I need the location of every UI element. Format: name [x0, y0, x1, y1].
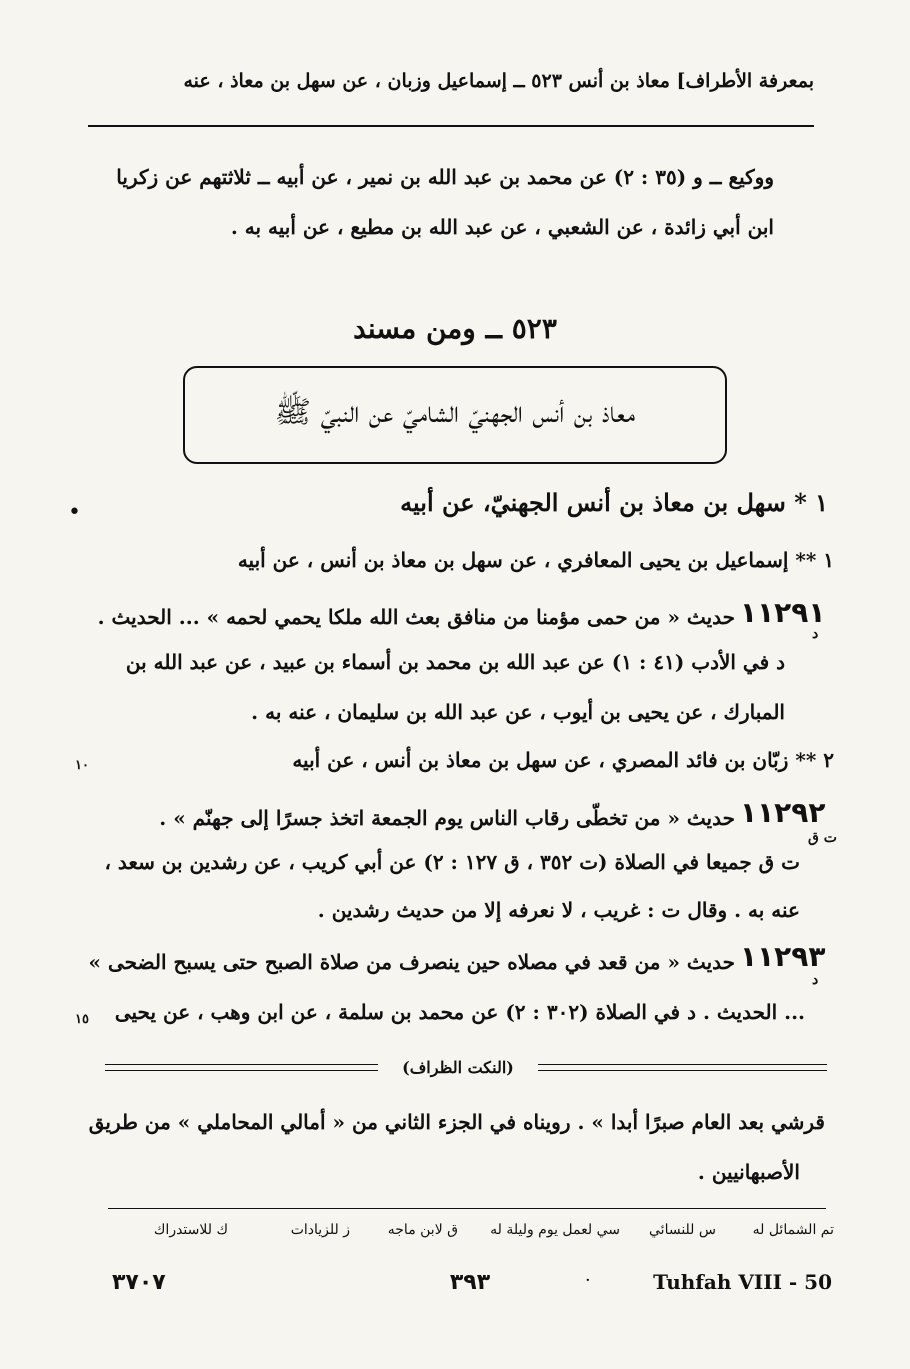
- hadith-number: ١١٢٩١: [740, 596, 826, 629]
- hadith-source: ... الحديث . د في الصلاة (٣٠٢ : ٢) عن محمد بن سلمة ، عن ابن وهب ، عن يحيى: [114, 1000, 805, 1024]
- hadith-source: ت ق جميعا في الصلاة (ت ٣٥٢ ، ق ١٢٧ : ٢) عن أبي كريب ، عن رشدين بن سعد ،: [104, 850, 800, 874]
- hadith-text: حديث « من تخطّى رقاب الناس يوم الجمعة اتخذ جسرًا إلى جهنّم » .: [159, 806, 735, 830]
- hadith-text: حديث « من حمى مؤمنا من منافق بعث الله ملكا يحمي لحمه » ... الحديث .: [97, 605, 735, 629]
- text-line: ووكيع ــ و (٣٥ : ٢) عن محمد بن عبد الله بن نمير ، عن أبيه ــ ثلاثتهم عن زكريا: [116, 165, 774, 189]
- nukat-label: (النكت الظراف): [378, 1058, 538, 1077]
- footer-dot: ·: [585, 1270, 591, 1291]
- sub-entry: ٢ ** زبّان بن فائد المصري ، عن سهل بن معاذ بن أنس ، عن أبيه: [292, 748, 834, 772]
- footnote-rule: [108, 1208, 826, 1209]
- abbreviation: سي لعمل يوم وليلة له: [490, 1222, 620, 1238]
- running-head: بمعرفة الأطراف] معاذ بن أنس ٥٢٣ ــ إسماعيل وزبان ، عن سهل بن معاذ ، عنه: [183, 70, 814, 92]
- abbreviation: س للنسائي: [649, 1222, 716, 1238]
- section-title: ٥٢٣ ــ ومن مسند: [353, 312, 557, 345]
- hadith-source: عنه به . وقال ت : غريب ، لا نعرفه إلا من حديث رشدين .: [317, 898, 800, 922]
- hadith-number: ١١٢٩٢: [740, 796, 826, 829]
- abbreviation: ك للاستدراك: [153, 1222, 228, 1238]
- hadith-text: حديث « من قعد في مصلاه حين ينصرف من صلاة الصبح حتى يسبح الضحى »: [88, 950, 735, 974]
- hadith-sigla: د: [812, 972, 819, 988]
- musnad-name-box: [183, 366, 727, 464]
- text-line: ابن أبي زائدة ، عن الشعبي ، عن عبد الله بن مطيع ، عن أبيه به .: [230, 215, 774, 239]
- header-rule: [88, 125, 814, 127]
- hadith-source: المبارك ، عن يحيى بن أيوب ، عن عبد الله بن سليمان ، عنه به .: [251, 700, 785, 724]
- margin-line-number: ١٠: [75, 758, 89, 773]
- abbreviation: تم الشمائل له: [752, 1222, 834, 1238]
- footer-series: Tuhfah VIII - 50: [653, 1270, 832, 1294]
- hadith-source: د في الأدب (٤١ : ١) عن عبد الله بن محمد بن أسماء بن عبيد ، عن عبد الله بن: [125, 650, 785, 674]
- musnad-name: معاذ بن أنس الجهنيّ الشاميّ عن النبيّ ﷺ: [274, 394, 636, 430]
- nukat-text: الأصبهانيين .: [697, 1160, 800, 1184]
- margin-dot: •: [68, 500, 81, 525]
- hadith-sigla: د: [812, 626, 819, 642]
- sub-entry: ١ ** إسماعيل بن يحيى المعافري ، عن سهل بن معاذ بن أنس ، عن أبيه: [237, 548, 834, 572]
- entry-heading: ١ * سهل بن معاذ بن أنس الجهنيّ، عن أبيه: [400, 488, 828, 517]
- hadith-number: ١١٢٩٣: [740, 940, 826, 973]
- nukat-text: قرشي بعد العام صبرًا أبدا » . رويناه في الجزء الثاني من « أمالي المحاملي » من طريق: [88, 1110, 825, 1134]
- abbreviation: ق لابن ماجه: [387, 1222, 458, 1238]
- page-number: ٣٩٣: [449, 1270, 491, 1295]
- footer-left-number: ٣٧٠٧: [112, 1270, 166, 1295]
- abbreviation: ز للزيادات: [290, 1222, 350, 1238]
- margin-line-number: ١٥: [75, 1012, 89, 1027]
- hadith-sigla: ت ق: [808, 830, 837, 846]
